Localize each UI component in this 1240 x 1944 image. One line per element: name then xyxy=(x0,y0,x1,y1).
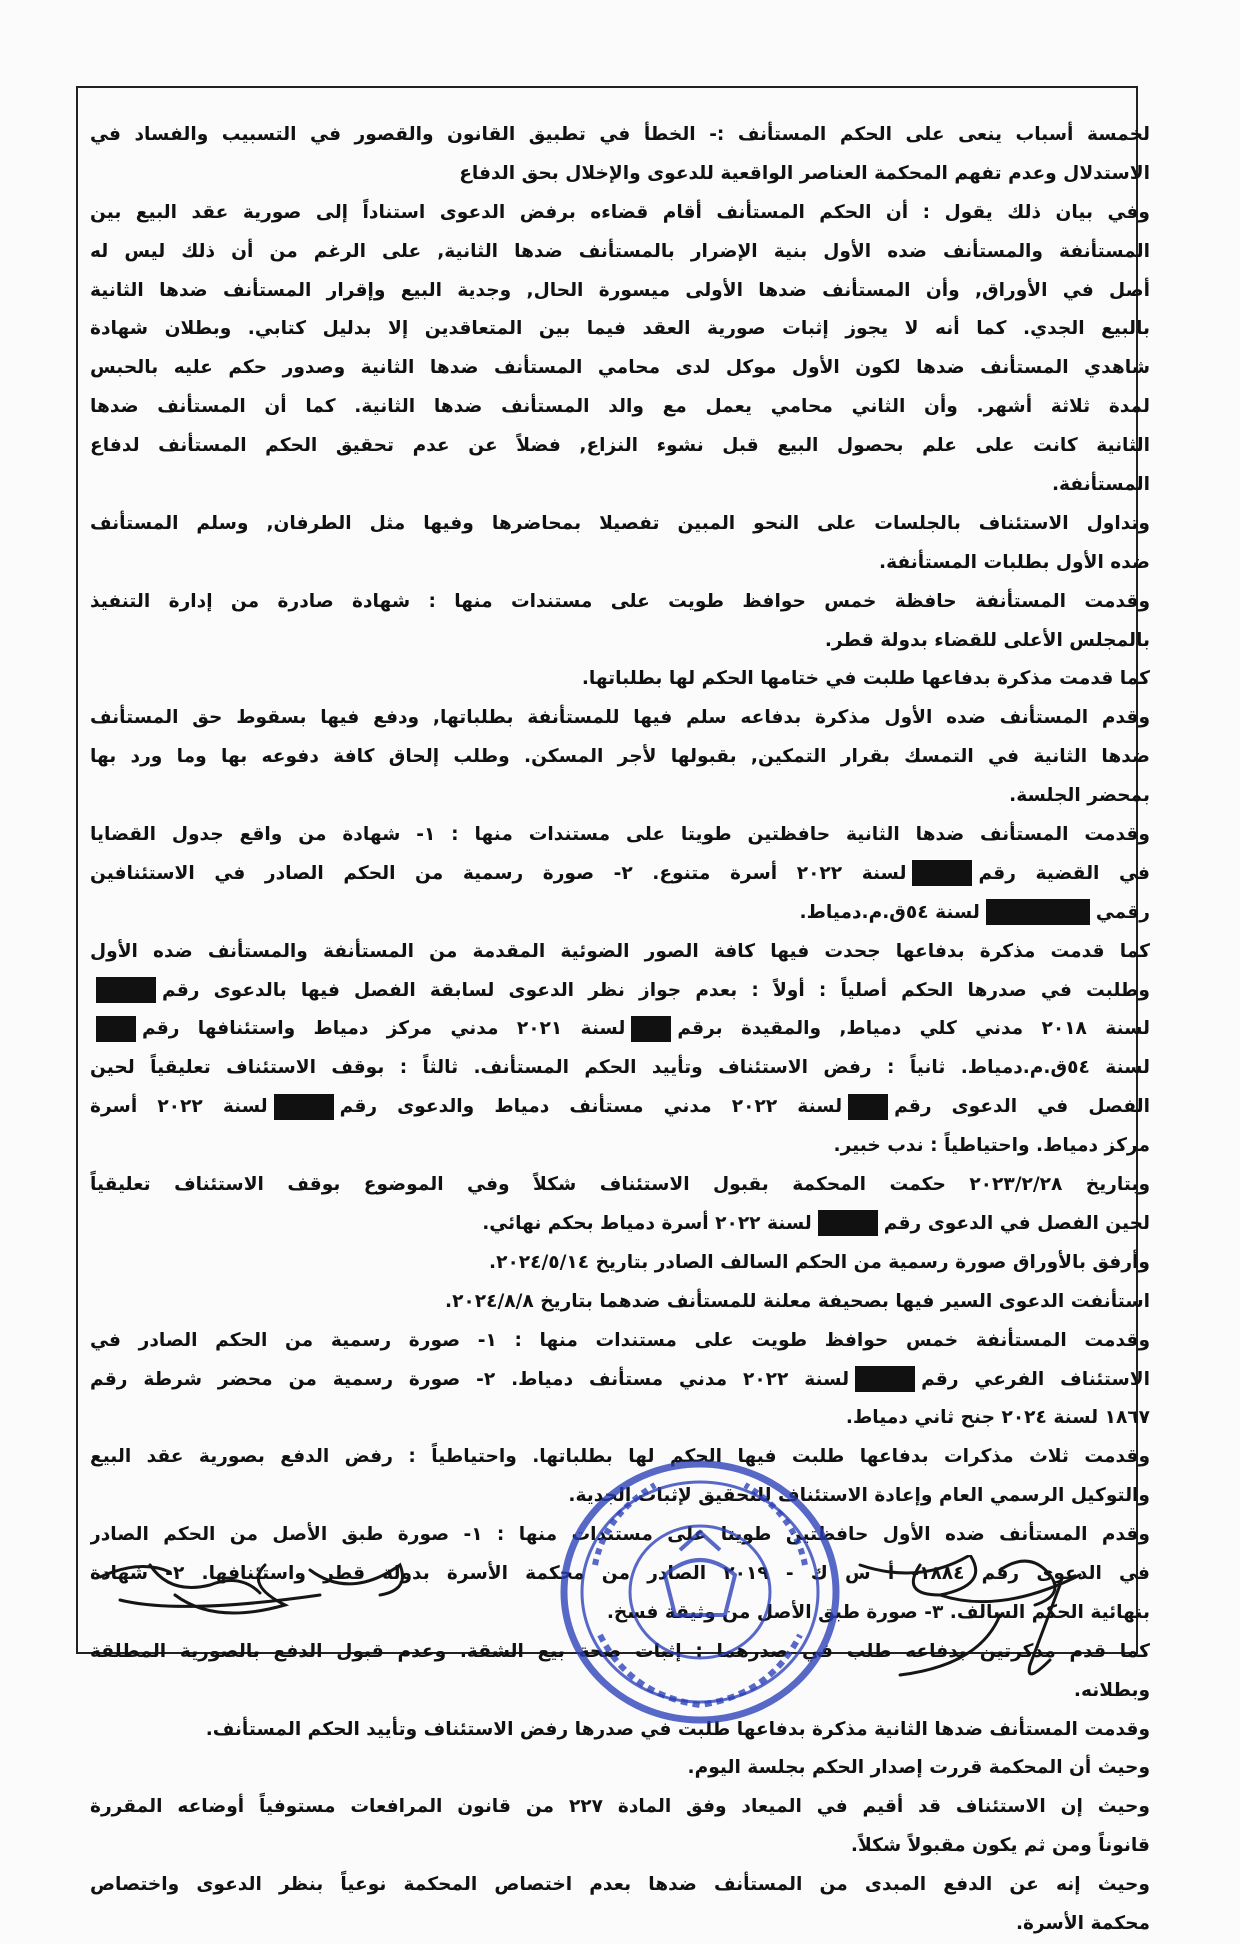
redaction-box xyxy=(855,1366,915,1392)
text-segment: لسنة ٢٠٢٢ مدني مستأنف دمياط. ٢- صورة رسمية من محضر شرطة رقم xyxy=(90,1368,850,1390)
text-line: بالبيع الجدي. كما أنه لا يجوز إثبات صورية العقد فيما بين المتعاقدين إلا بدليل كتابي. وبطلان شهادة xyxy=(90,318,1150,340)
signatures-icon xyxy=(80,1555,1160,1735)
redaction-box xyxy=(818,1210,878,1236)
text-line: أصل في الأوراق, وأن المستأنف ضدها الأولى ميسورة الحال, وجدية البيع وإقرار المستأنف ضدها الثانية xyxy=(90,279,1150,301)
text-line: الثانية كانت على علم بحصول البيع قبل نشوء النزاع, فضلاً عن عدم تحقيق الحكم المستأنف لدفاع xyxy=(90,435,1150,457)
text-segment: لسنة ٢٠٢١ مدني مركز دمياط واستئنافها رقم xyxy=(142,1018,626,1040)
text-segment: لسنة ٥٤ق.م.دمياط. xyxy=(799,901,980,923)
text-line: وحيث إنه عن الدفع المبدى من المستأنف ضدها بعدم اختصاص المحكمة نوعياً بنظر الدعوى واختصاص xyxy=(90,1874,1150,1896)
text-line xyxy=(90,1361,1150,1400)
text-line: مركز دمياط. واحتياطياً : ندب خبير. xyxy=(833,1135,1150,1157)
text-line: وبطلانه. xyxy=(1073,1679,1150,1701)
text-segment: الاستئناف الفرعي رقم xyxy=(921,1368,1150,1390)
text-segment: لسنة ٢٠٢٢ أسرة xyxy=(90,1096,268,1118)
text-segment: لحين الفصل في الدعوى رقم xyxy=(883,1212,1150,1234)
text-line: كما قدمت مذكرة بدفاعها جحدت فيها كافة الصور الضوئية المقدمة من المستأنفة والمستأنف ضده الأول xyxy=(90,940,1150,962)
text-line: لخمسة أسباب ينعى على الحكم المستأنف :- الخطأ في تطبيق القانون والقصور في التسبيب والفساد في xyxy=(90,124,1150,145)
text-line: بمحضر الجلسة. xyxy=(1009,785,1150,807)
text-line xyxy=(90,1205,1150,1244)
text-line: ١٨٦٧ لسنة ٢٠٢٤ جنح ثاني دمياط. xyxy=(845,1407,1150,1429)
text-line: وبتاريخ ٢٠٢٣/٢/٢٨ حكمت المحكمة بقبول الاستئناف شكلاً وفي الموضوع بوقف الاستئناف تعليقياً xyxy=(90,1174,1150,1196)
text-segment: رقمي xyxy=(1095,901,1150,923)
text-line: وحيث أن المحكمة قررت إصدار الحكم بجلسة اليوم. xyxy=(687,1757,1150,1779)
text-segment: لسنة ٢٠٢٢ أسرة متنوع. ٢- صورة رسمية من الحكم الصادر في الاستئنافين xyxy=(90,862,907,884)
text-line xyxy=(90,972,1150,1011)
text-line: كما قدمت مذكرة بدفاعها طلبت في ختامها الحكم لها بطلباتها. xyxy=(581,668,1150,690)
text-line: استأنفت الدعوى السير فيها بصحيفة معلنة للمستأنف ضدهما بتاريخ ٢٠٢٤/٨/٨. xyxy=(444,1290,1150,1312)
text-line: وقدمت المستأنف ضدها الثانية مذكرة بدفاعها طلبت في صدرها رفض الاستئناف وتأييد الحكم المستأنف. xyxy=(205,1718,1150,1740)
text-line: وقدمت ثلاث مذكرات بدفاعها طلبت فيها الحكم لها بطلباتها. واحتياطياً : رفض الدفع بصورية عقد البيع xyxy=(90,1446,1150,1468)
text-line: ضده الأول بطلبات المستأنفة. xyxy=(879,551,1150,573)
text-line: المستأنفة والمستأنف ضده الأول بنية الإضرار بالمستأنف ضدها الثانية, على الرغم من أن ذلك ليس له xyxy=(90,240,1150,262)
text-segment: الفصل في الدعوى رقم xyxy=(894,1096,1150,1118)
text-line: وقدمت المستأنفة حافظة خمس حوافظ طويت على مستندات منها : شهادة صادرة من إدارة التنفيذ xyxy=(90,590,1150,612)
text-line: بالمجلس الأعلى للقضاء بدولة قطر. xyxy=(824,629,1150,651)
text-line: وفي بيان ذلك يقول : أن الحكم المستأنف أقام قضاءه برفض الدعوى استناداً إلى صورية عقد البيع بين xyxy=(90,201,1150,223)
text-line: كما قدم مذكرتين بدفاعه طلب في صدرهما : إثبات صحة بيع الشقة. وعدم قبول الدفع بالصورية المطلقة xyxy=(90,1640,1150,1662)
redaction-box xyxy=(848,1094,888,1120)
redaction-box xyxy=(274,1094,334,1120)
text-line: وتداول الاستئناف بالجلسات على النحو المبين تفصيلا بمحاضرها وفيها مثل الطرفان, وسلم المستأنف xyxy=(90,512,1150,534)
text-segment: وطلبت في صدرها الحكم أصلياً : أولاً : بعدم جواز نظر الدعوى لسابقة الفصل فيها بالدعوى رقم xyxy=(162,979,1150,1001)
text-line: وقدم المستأنف ضده الأول مذكرة بدفاعه سلم فيها للمستأنفة بطلباتها, ودفع فيها بسقوط حق المستأنف xyxy=(90,707,1150,729)
text-segment: لسنة ٢٠٢٢ أسرة دمياط بحكم نهائي. xyxy=(482,1212,812,1234)
redaction-box xyxy=(631,1016,671,1042)
text-line: قانوناً ومن ثم يكون مقبولاً شكلاً. xyxy=(850,1835,1150,1857)
text-line xyxy=(90,1010,1150,1049)
text-line: شاهدي المستأنف ضدها لكون الأول موكل لدى محامي المستأنف ضدها الثانية وصدور حكم عليه بالحبس xyxy=(90,357,1150,379)
redaction-box xyxy=(912,860,972,886)
text-line: الاستدلال وعدم تفهم المحكمة العناصر الواقعية للدعوى والإخلال بحق الدفاع xyxy=(459,162,1150,184)
text-line: محكمة الأسرة. xyxy=(1015,1912,1150,1934)
text-segment: لسنة ٢٠١٨ مدني كلي دمياط, والمقيدة برقم xyxy=(677,1018,1150,1040)
text-line xyxy=(90,855,1150,894)
text-line: وقدمت المستأنفة خمس حوافظ طويت على مستندات منها : ١- صورة رسمية من الحكم الصادر في xyxy=(90,1329,1150,1351)
text-segment: لسنة ٢٠٢٢ مدني مستأنف دمياط والدعوى رقم xyxy=(339,1096,843,1118)
text-line xyxy=(90,894,1150,933)
redaction-box xyxy=(96,977,156,1003)
text-line: ضدها الثانية في التمسك بقرار التمكين, بقبولها لأجر المسكن. وطلب إلحاق كافة دفوعه بها وما ورد بها xyxy=(90,746,1150,768)
text-line xyxy=(90,1088,1150,1127)
redaction-box xyxy=(96,1016,136,1042)
text-line: لمدة ثلاثة أشهر. وأن الثاني محامي يعمل مع والد المستأنف ضدها الثانية. كما أن المستأنف ضدها xyxy=(90,396,1150,418)
text-line: بنهائية الحكم السالف. ٣- صورة طبق الأصل من وثيقة فسخ. xyxy=(606,1601,1150,1623)
text-line: وأرفق بالأوراق صورة رسمية من الحكم السالف الصادر بتاريخ ٢٠٢٤/٥/١٤. xyxy=(489,1251,1150,1273)
text-line: وقدم المستأنف ضده الأول حافظتين طويتا على مستندات منها : ١- صورة طبق الأصل من الحكم الصادر xyxy=(90,1524,1150,1546)
text-line: وقدمت المستأنف ضدها الثانية حافظتين طويتا على مستندات منها : ١- شهادة من واقع جدول القضايا xyxy=(90,824,1150,846)
text-line: والتوكيل الرسمي العام وإعادة الاستئناف للتحقيق لإثبات الجدية. xyxy=(568,1485,1150,1507)
text-segment: في القضية رقم xyxy=(978,862,1150,884)
text-line: لسنة ٥٤ق.م.دمياط. ثانياً : رفض الاستئناف وتأييد الحكم المستأنف. ثالثاً : بوقف الاستئناف تعليقياً لحين xyxy=(90,1057,1150,1079)
text-line: في الدعوى رقم ١٨٨٤- أ س ك - ٢٠١٩ الصادر من محكمة الأسرة بدولة قطر واستئنافها. ٢- شهادة xyxy=(90,1562,1150,1584)
text-line: وحيث إن الاستئناف قد أقيم في الميعاد وفق المادة ٢٢٧ من قانون المرافعات مستوفياً أوضاعه المقررة xyxy=(90,1796,1150,1818)
text-line: المستأنفة. xyxy=(1051,474,1150,496)
redaction-box xyxy=(986,899,1090,925)
